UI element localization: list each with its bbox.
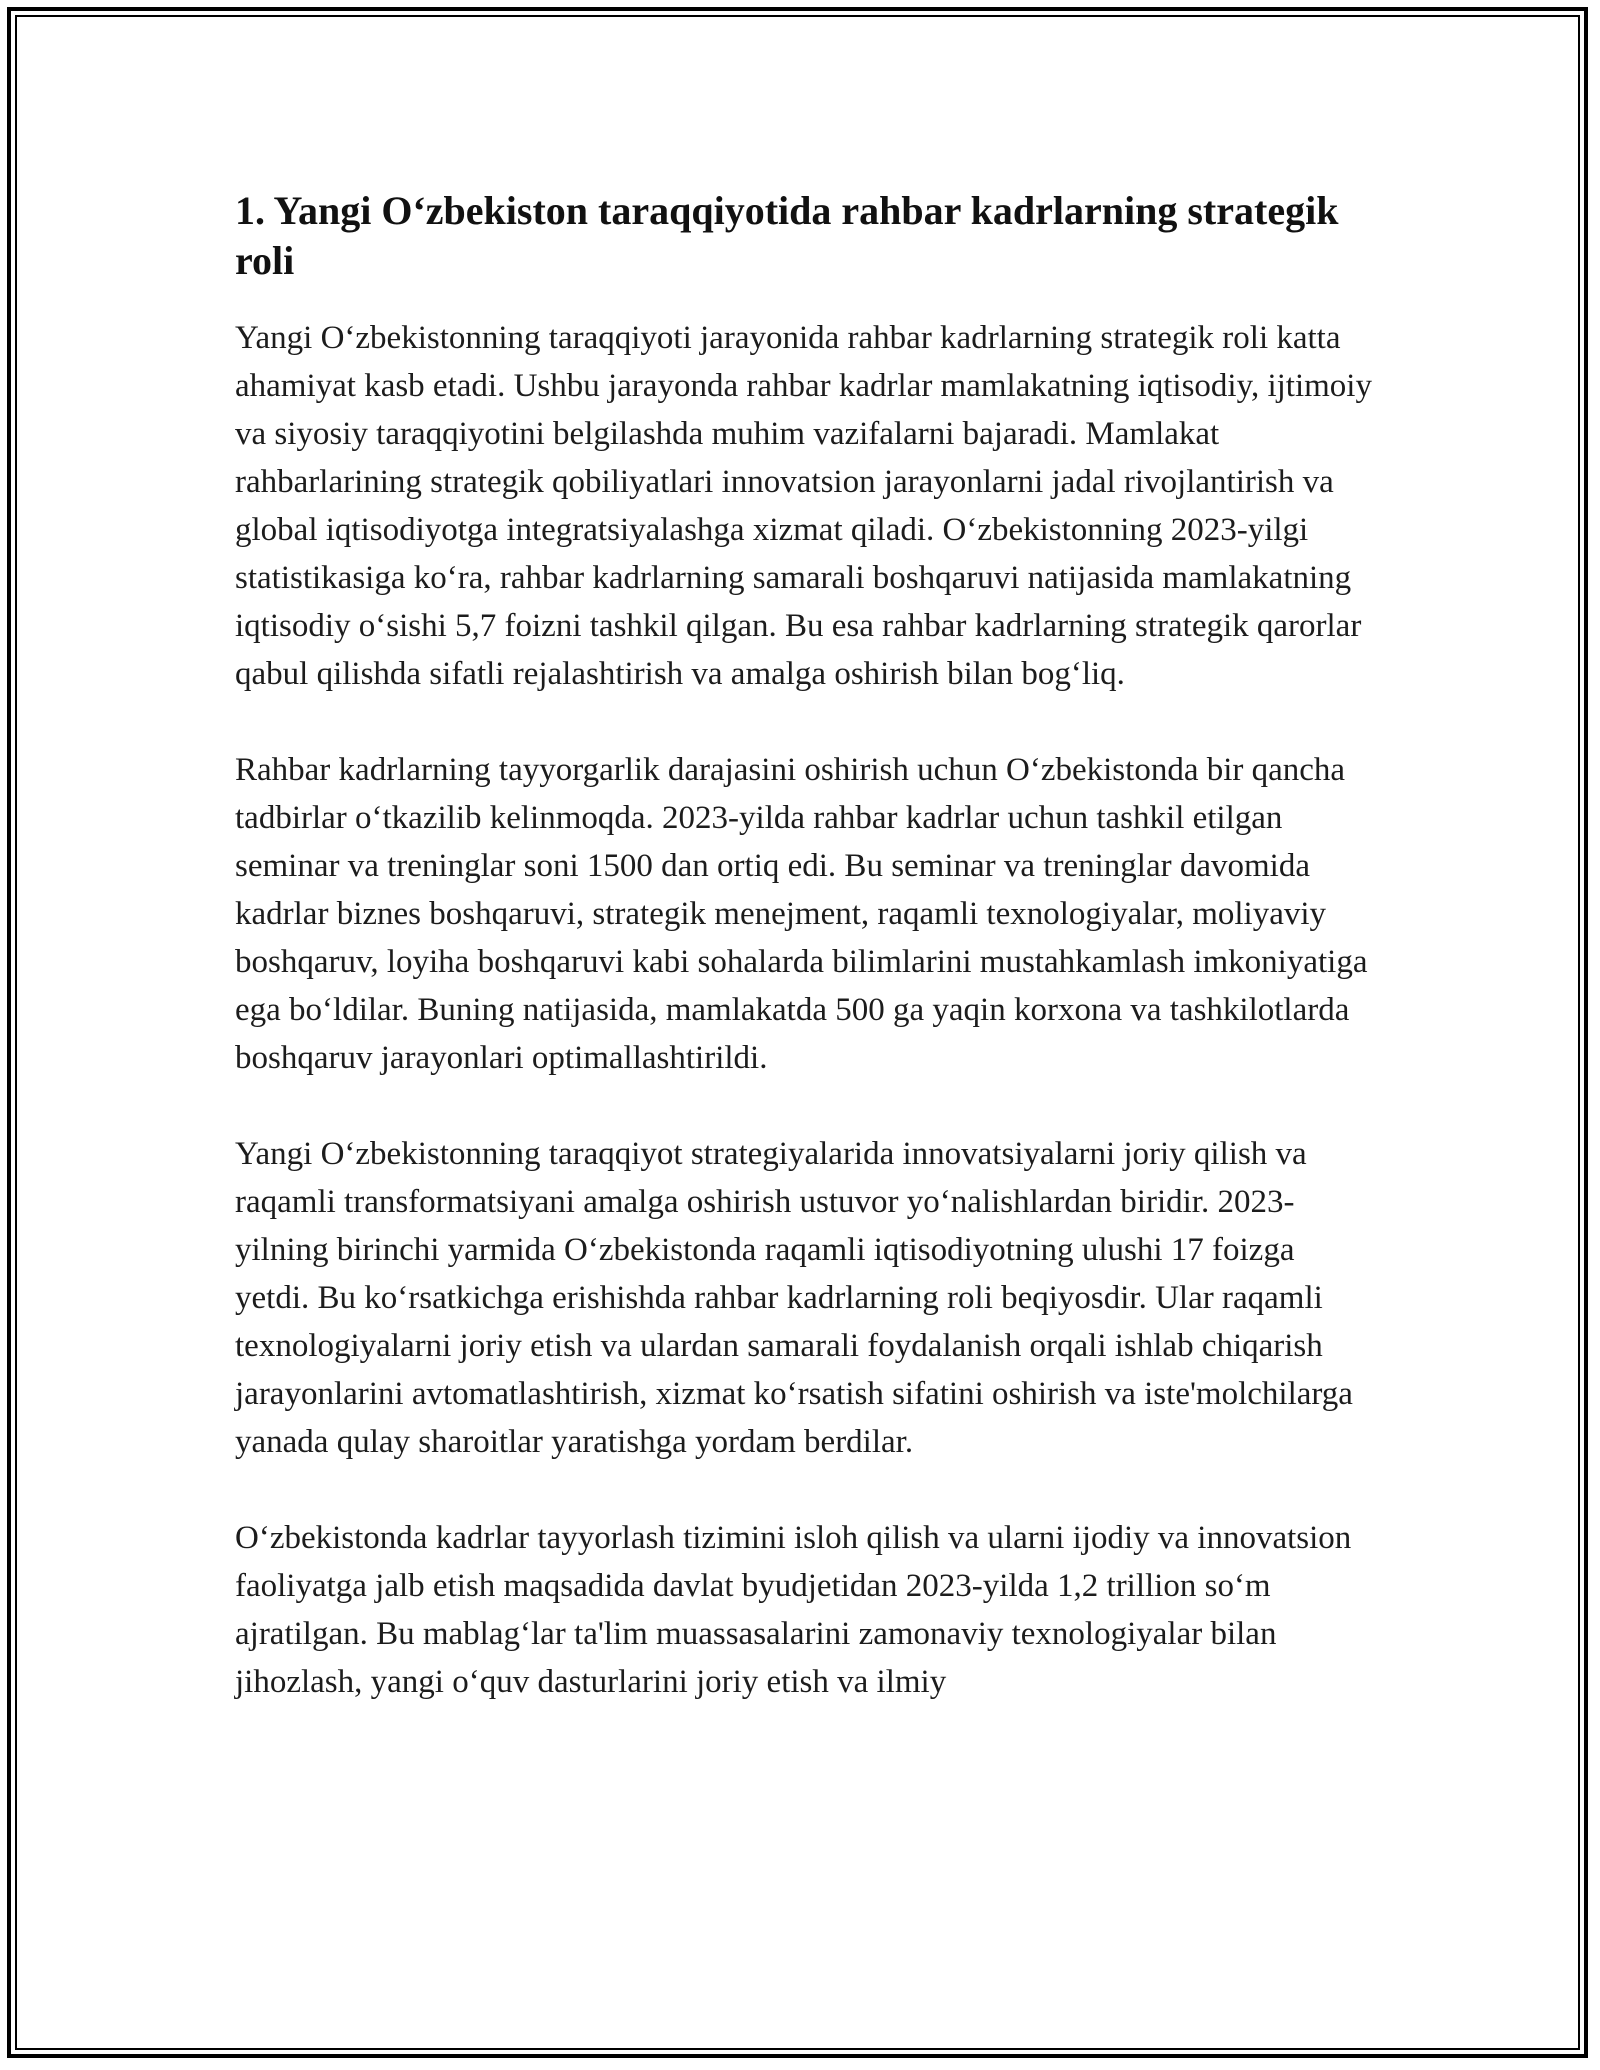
paragraph-2: Rahbar kadrlarning tayyorgarlik darajasini oshirish uchun O‘zbekistonda bir qancha tadbirlar o‘tkazilib kelinmoqda. 2023-yilda rahbar kadrlar uchun tashkil etilgan seminar va treninglar soni 1500 dan ortiq edi. Bu seminar va treninglar davomida kadrlar biznes boshqaruvi, strategik menejment, raqamli texnologiyalar, moliyaviy boshqaruv, loyiha boshqaruvi kabi sohalarda bilimlarini mustahkamlash imkoniyatiga ega bo‘ldilar. Buning natijasida, mamlakatda 500 ga yaqin korxona va tashkilotlarda boshqaruv jarayonlari optimallashtirildi. — [235, 752, 1368, 1076]
section-heading: 1. Yangi O‘zbekiston taraqqiyotida rahbar kadrlarning strategik roli — [235, 188, 1339, 283]
document-page — [235, 186, 1375, 1754]
paragraph-4: O‘zbekistonda kadrlar tayyorlash tizimini isloh qilish va ularni ijodiy va innovatsion faoliyatga jalb etish maqsadida davlat byudjetidan 2023-yilda 1,2 trillion so‘m ajratilgan. Bu mablag‘lar ta'lim muassasalarini zamonaviy texnologiyalar bilan jihozlash, yangi o‘quv dasturlarini joriy etish va ilmiy — [235, 1520, 1352, 1700]
paragraph-1: Yangi O‘zbekistonning taraqqiyoti jarayonida rahbar kadrlarning strategik roli katta ahamiyat kasb etadi. Ushbu jarayonda rahbar kadrlar mamlakatning iqtisodiy, ijtimoiy va siyosiy taraqqiyotini belgilashda muhim vazifalarni bajaradi. Mamlakat rahbarlarining strategik qobiliyatlari innovatsion jarayonlarni jadal rivojlantirish va global iqtisodiyotga integratsiyalashga xizmat qiladi. O‘zbekistonning 2023-yilgi statistikasiga ko‘ra, rahbar kadrlarning samarali boshqaruvi natijasida mamlakatning iqtisodiy o‘sishi 5,7 foizni tashkil qilgan. Bu esa rahbar kadrlarning strategik qarorlar qabul qilishda sifatli rejalashtirish va amalga oshirish bilan bog‘liq. — [235, 320, 1372, 692]
paragraph-3: Yangi O‘zbekistonning taraqqiyot strategiyalarida innovatsiyalarni joriy qilish va raqamli transformatsiyani amalga oshirish ustuvor yo‘nalishlardan biridir. 2023-yilning birinchi yarmida O‘zbekistonda raqamli iqtisodiyotning ulushi 17 foizga yetdi. Bu ko‘rsatkichga erishishda rahbar kadrlarning roli beqiyosdir. Ular raqamli texnologiyalarni joriy etish va ulardan samarali foydalanish orqali ishlab chiqarish jarayonlarini avtomatlashtirish, xizmat ko‘rsatish sifatini oshirish va iste'molchilarga yanada qulay sharoitlar yaratishga yordam berdilar. — [235, 1136, 1353, 1460]
